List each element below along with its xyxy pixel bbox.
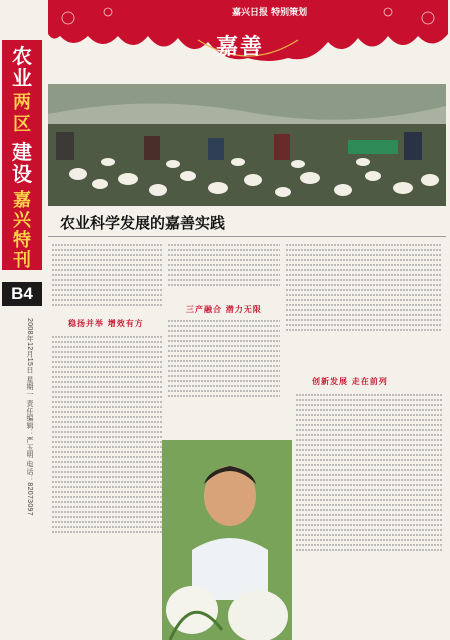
- text-column-2b: [168, 318, 280, 434]
- text-column-3: [286, 242, 442, 372]
- divider: [48, 236, 446, 237]
- subhead-2: 三产融合 潜力无限: [186, 304, 262, 314]
- main-photo: [48, 84, 446, 206]
- side-char: 兴: [13, 210, 31, 231]
- side-char: 建: [12, 140, 32, 164]
- side-char: 嘉: [13, 190, 31, 211]
- subhead-3: 创新发展 走在前列: [312, 376, 388, 386]
- side-char: 业: [12, 66, 32, 90]
- text-column-3b: [296, 392, 442, 636]
- side-char: 特: [13, 230, 31, 251]
- side-char: 区: [13, 114, 31, 135]
- side-masthead: [0, 0, 44, 640]
- region-title: 嘉善: [216, 34, 265, 60]
- page-number: B4: [2, 282, 42, 306]
- newspaper-brand: 嘉兴日报 特别策划: [232, 8, 308, 18]
- side-char: 两: [13, 92, 31, 113]
- farmer-photo: [162, 440, 292, 640]
- article-headline: 农业科学发展的嘉善实践: [60, 214, 226, 232]
- text-column-2: [168, 242, 280, 286]
- side-char: 农: [12, 44, 32, 68]
- issue-meta: 2008年12月15日 星期一 责任编辑：严玉明 电话：82073097: [26, 318, 33, 516]
- side-char: 设: [12, 162, 32, 186]
- side-char: 刊: [13, 250, 31, 271]
- subhead-1: 稳扬并举 增效有方: [68, 318, 144, 328]
- text-column-1b: [52, 334, 162, 634]
